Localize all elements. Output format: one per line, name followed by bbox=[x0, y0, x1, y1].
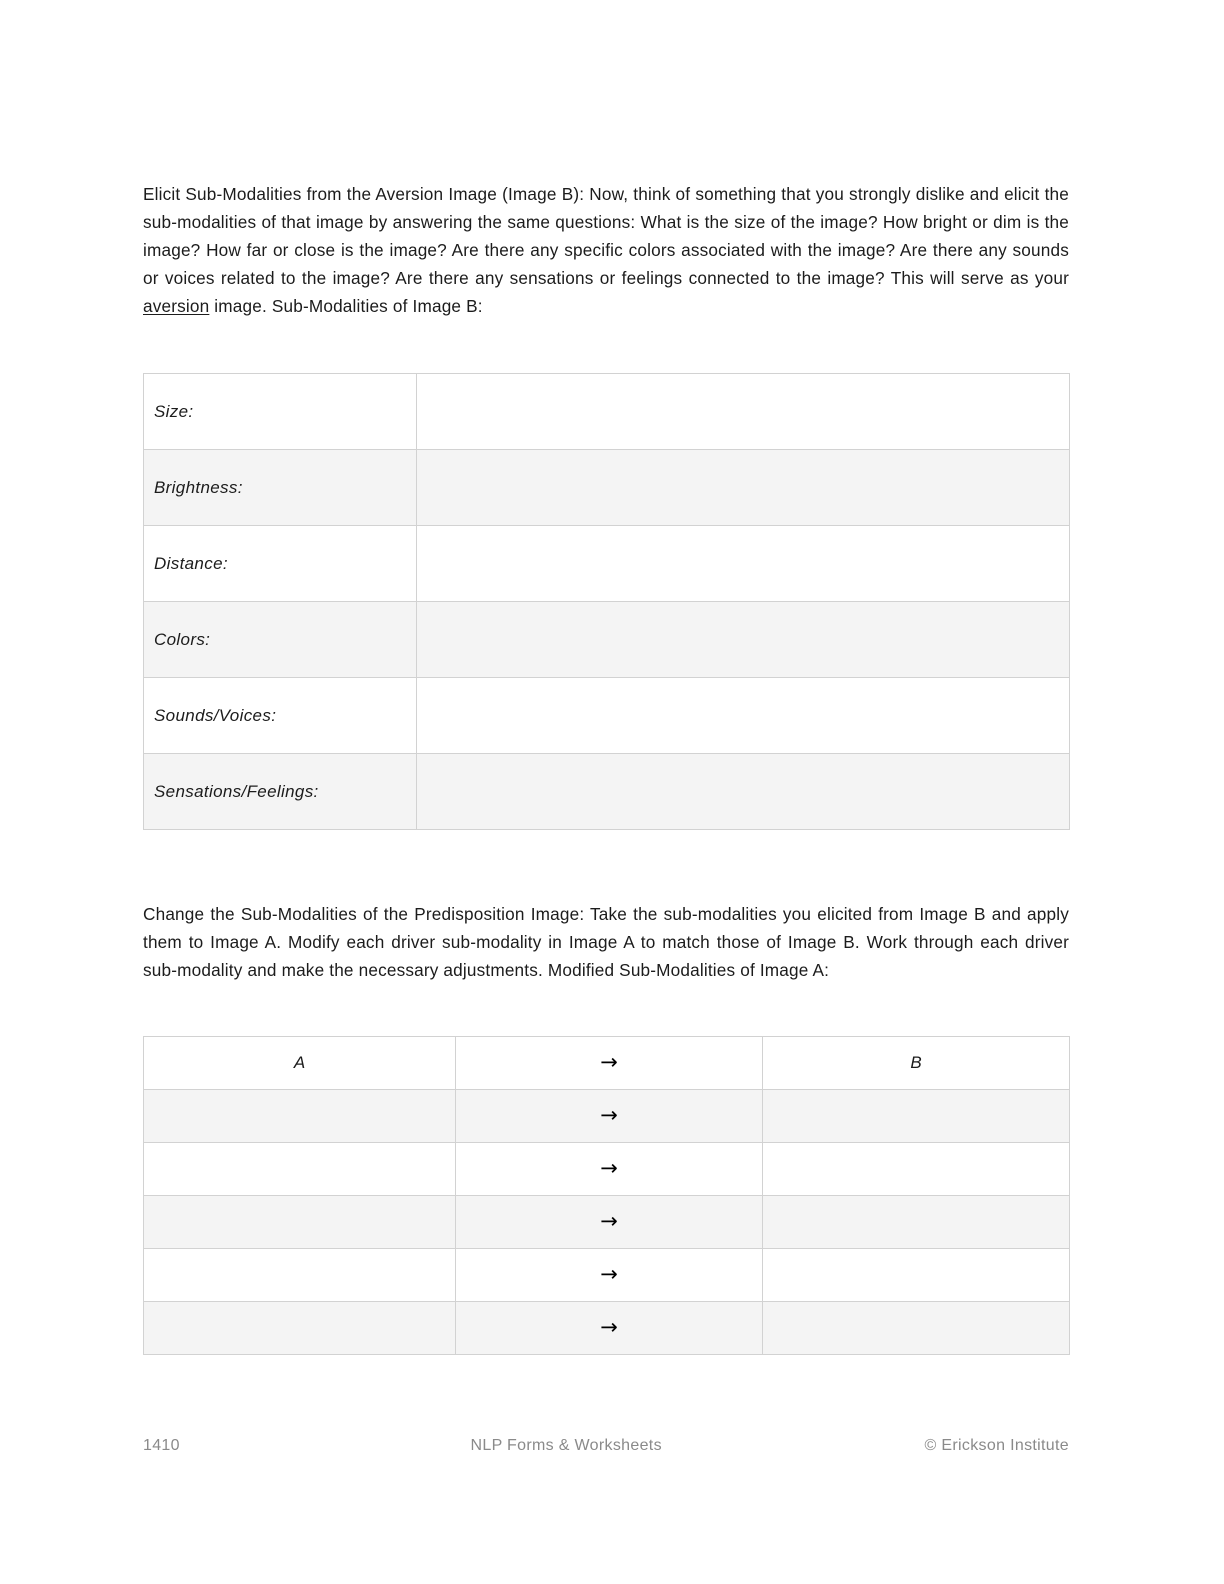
submodality-label-cell bbox=[144, 450, 417, 526]
arrow-right-icon: → bbox=[600, 1050, 618, 1074]
paragraph-elicit-aversion bbox=[143, 180, 1069, 320]
submodality-value-cell[interactable] bbox=[417, 602, 1070, 678]
submodality-label: Brightness: bbox=[154, 477, 243, 497]
image-a-value-cell[interactable] bbox=[144, 1302, 456, 1355]
arrow-right-icon: → bbox=[600, 1209, 618, 1233]
image-b-value-cell[interactable] bbox=[763, 1143, 1070, 1196]
table-row bbox=[144, 1196, 1070, 1249]
table-row bbox=[144, 1090, 1070, 1143]
submodality-value-cell[interactable] bbox=[417, 450, 1070, 526]
arrow-cell bbox=[456, 1090, 763, 1143]
column-header-b bbox=[763, 1037, 1070, 1090]
arrow-right-icon: → bbox=[600, 1156, 618, 1180]
column-header-arrow bbox=[456, 1037, 763, 1090]
submodality-value-cell[interactable] bbox=[417, 754, 1070, 830]
table-row bbox=[144, 450, 1070, 526]
submodality-label-cell bbox=[144, 754, 417, 830]
table-row bbox=[144, 602, 1070, 678]
image-b-value-cell[interactable] bbox=[763, 1302, 1070, 1355]
table-row bbox=[144, 1249, 1070, 1302]
submodality-label-cell bbox=[144, 526, 417, 602]
submodality-label: Distance: bbox=[154, 553, 228, 573]
footer-copyright: © Erickson Institute bbox=[924, 1437, 1069, 1454]
image-b-value-cell[interactable] bbox=[763, 1090, 1070, 1143]
submodality-label: Colors: bbox=[154, 629, 211, 649]
page-footer bbox=[143, 1437, 1069, 1455]
arrow-cell bbox=[456, 1249, 763, 1302]
arrow-cell bbox=[456, 1302, 763, 1355]
table-header-row bbox=[144, 1037, 1070, 1090]
submodality-value-cell[interactable] bbox=[417, 678, 1070, 754]
footer-page-number: 1410 bbox=[143, 1437, 180, 1454]
submodality-label-cell bbox=[144, 602, 417, 678]
image-a-value-cell[interactable] bbox=[144, 1143, 456, 1196]
image-b-value-cell[interactable] bbox=[763, 1249, 1070, 1302]
image-a-value-cell[interactable] bbox=[144, 1196, 456, 1249]
aversion-underlined-word: aversion bbox=[143, 296, 210, 316]
footer-title: NLP Forms & Worksheets bbox=[470, 1437, 662, 1454]
submodality-label: Sounds/Voices: bbox=[154, 705, 277, 725]
table-change-submodalities bbox=[143, 1036, 1070, 1355]
column-header-b-label: B bbox=[910, 1053, 922, 1072]
column-header-a bbox=[144, 1037, 456, 1090]
submodality-label-cell bbox=[144, 374, 417, 450]
image-b-value-cell[interactable] bbox=[763, 1196, 1070, 1249]
arrow-cell bbox=[456, 1143, 763, 1196]
table-row bbox=[144, 1302, 1070, 1355]
arrow-right-icon: → bbox=[600, 1315, 618, 1339]
submodality-label: Size: bbox=[154, 401, 194, 421]
table-row bbox=[144, 374, 1070, 450]
paragraph-elicit-aversion-tail: image. Sub-Modalities of Image B: bbox=[209, 296, 483, 316]
image-a-value-cell[interactable] bbox=[144, 1249, 456, 1302]
image-a-value-cell[interactable] bbox=[144, 1090, 456, 1143]
submodality-value-cell[interactable] bbox=[417, 374, 1070, 450]
column-header-a-label: A bbox=[293, 1053, 306, 1072]
paragraph-change-submodalities: Change the Sub-Modalities of the Predisposition Image: Take the sub-modalities you elicited from Image B and apply them to Image A. Modify each driver sub-modality in Image A to match those of Image B. Work through each driver sub-modality and make the necessary adjustments. Modified Sub-Modalities of Image A: bbox=[143, 904, 1069, 980]
table-row bbox=[144, 1143, 1070, 1196]
submodality-value-cell[interactable] bbox=[417, 526, 1070, 602]
arrow-right-icon: → bbox=[600, 1103, 618, 1127]
worksheet-page bbox=[143, 0, 1069, 1584]
arrow-cell bbox=[456, 1196, 763, 1249]
table-row bbox=[144, 754, 1070, 830]
table-row bbox=[144, 526, 1070, 602]
submodality-label-cell bbox=[144, 678, 417, 754]
table-row bbox=[144, 678, 1070, 754]
submodality-label: Sensations/Feelings: bbox=[154, 781, 319, 801]
paragraph-elicit-aversion-lead: Elicit Sub-Modalities from the Aversion Image (Image B): Now, think of something that you strongly dislike and elicit the sub-modalities of that image by answering the same questions: What is the size of the image? How bright or dim is the image? How far or close is the image? Are there any specific colors associated with the image? Are there any sounds or voices related to the image? Are there any sensations or feelings connected to the image? This will serve as your bbox=[143, 184, 1069, 288]
table-submodalities-image-b bbox=[143, 373, 1070, 830]
arrow-right-icon: → bbox=[600, 1262, 618, 1286]
